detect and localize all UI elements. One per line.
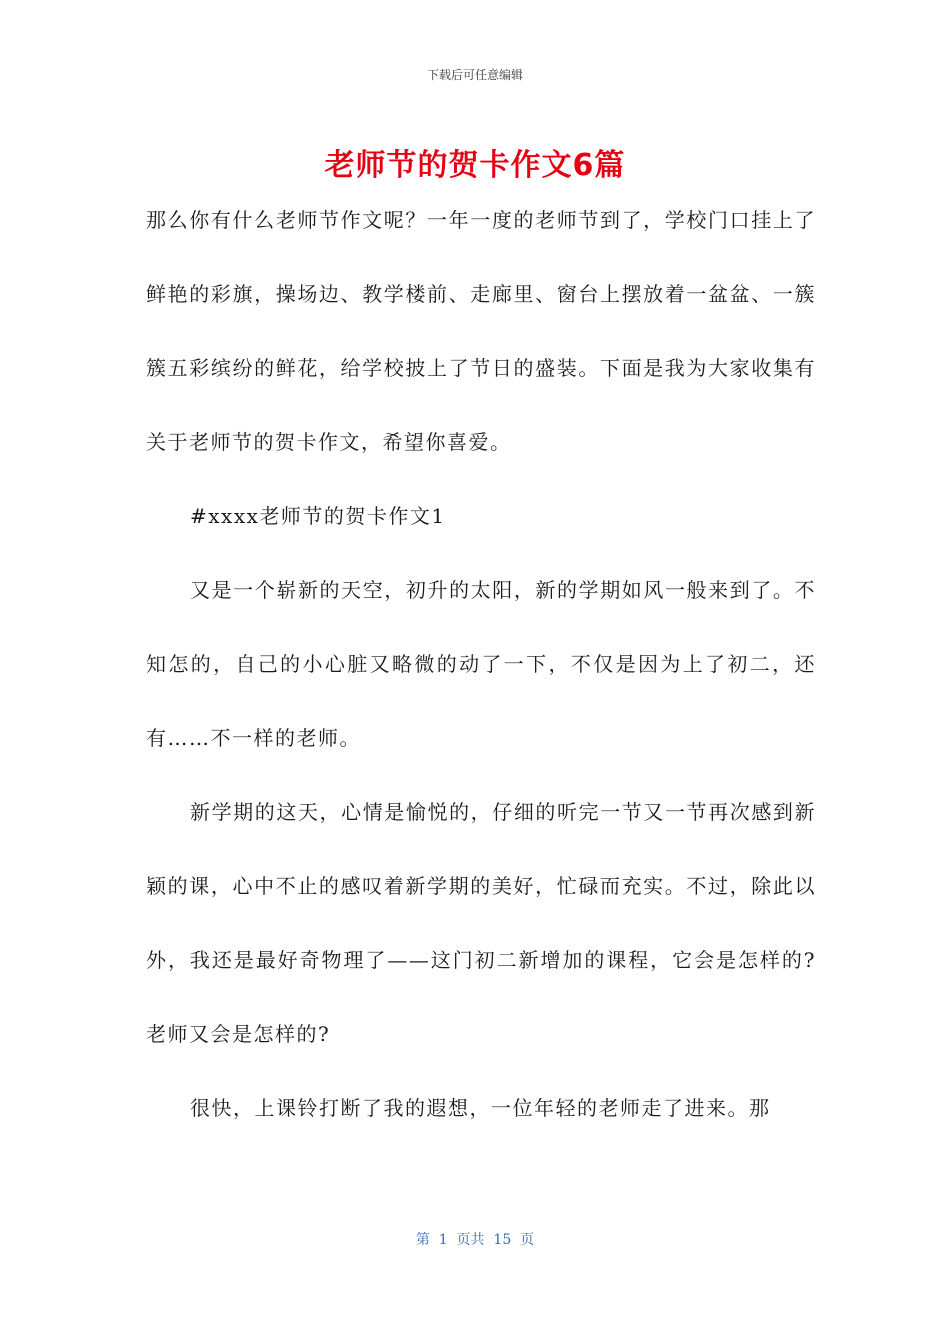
page-footer: 第 1 页共 15 页 — [415, 1232, 535, 1248]
body-paragraph: 又是一个崭新的天空，初升的太阳，新的学期如风一般来到了。不知怎的，自己的小心脏又略微的动了一下，不仅是因为上了初二，还有……不一样的老师。 — [146, 578, 816, 750]
section-heading: #xxxx老师节的贺卡作文1 — [190, 504, 446, 528]
body-paragraph: 很快，上课铃打断了我的遐想，一位年轻的老师走了进来。那 — [190, 1096, 771, 1120]
document-body — [146, 183, 816, 1145]
document-title: 老师节的贺卡作文6篇 — [324, 148, 626, 183]
page-header: 下载后可任意编辑 — [426, 68, 523, 82]
body-paragraph: 新学期的这天，心情是愉悦的，仔细的听完一节又一节再次感到新颖的课，心中不止的感叹着新学期的美好，忙碌而充实。不过，除此以外，我还是最好奇物理了——这门初二新增加的课程，它会是怎样的?老师又会是怎样的? — [146, 800, 816, 1046]
intro-paragraph: 那么你有什么老师节作文呢？一年一度的老师节到了，学校门口挂上了鲜艳的彩旗，操场边、教学楼前、走廊里、窗台上摆放着一盆盆、一簇簇五彩缤纷的鲜花，给学校披上了节日的盛装。下面是我为大家收集有关于老师节的贺卡作文，希望你喜爱。 — [146, 208, 816, 454]
